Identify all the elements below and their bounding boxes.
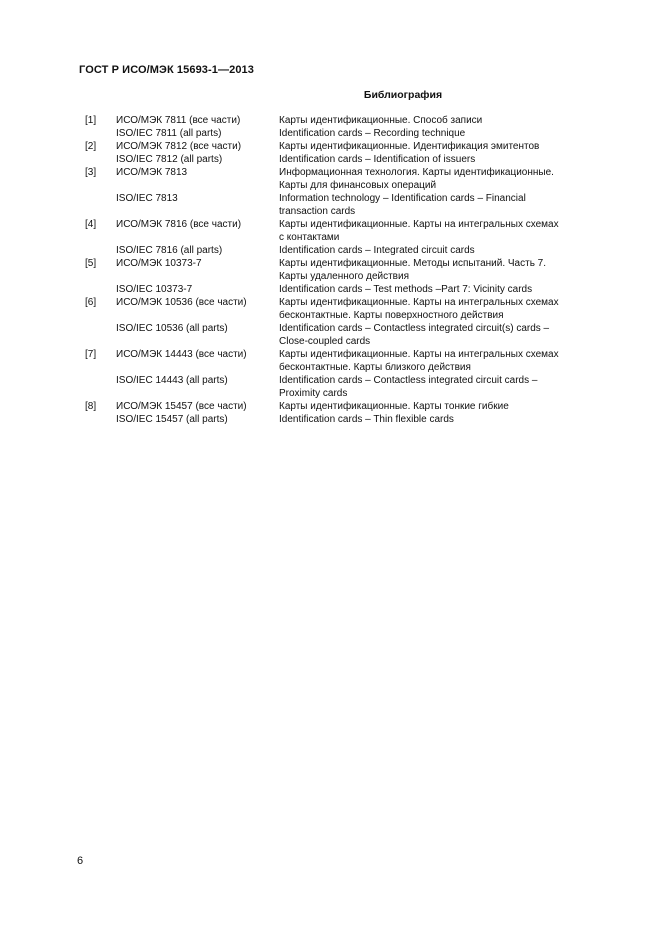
bibliography-line: [82, 335, 602, 348]
reference-number: [7]: [85, 349, 97, 360]
bibliography-line: [82, 179, 602, 192]
standard-designation: ISO/IEC 7813: [116, 193, 178, 204]
reference-number: [1]: [85, 115, 97, 126]
reference-number: [5]: [85, 258, 97, 269]
standard-title: Identification cards – Contactless integrated circuit cards –: [279, 375, 538, 386]
standard-designation: ИСО/МЭК 7812 (все части): [116, 141, 242, 152]
standard-title: Карты идентификационные. Идентификация эмитентов: [279, 141, 540, 152]
standard-title: Карты идентификационные. Карты на интегральных схемах: [279, 349, 559, 360]
bibliography-line: [82, 400, 602, 413]
standard-designation: ISO/IEC 10373-7: [116, 284, 193, 295]
bibliography-line: [82, 218, 602, 231]
standard-designation: ISO/IEC 7812 (all parts): [116, 154, 223, 165]
bibliography-line: [82, 166, 602, 179]
bibliography-line: [82, 192, 602, 205]
standard-title: бесконтактные. Карты поверхностного действия: [279, 310, 504, 321]
standard-designation: ИСО/МЭК 7811 (все части): [116, 115, 241, 126]
standard-title: transaction cards: [279, 206, 356, 217]
reference-number: [3]: [85, 167, 97, 178]
standard-designation: ISO/IEC 14443 (all parts): [116, 375, 228, 386]
standard-title: Identification cards – Integrated circuit cards: [279, 245, 475, 256]
bibliography-line: [82, 348, 602, 361]
standard-designation: ISO/IEC 7816 (all parts): [116, 245, 223, 256]
bibliography-line: [82, 127, 602, 140]
bibliography-line: [82, 153, 602, 166]
page-number: 6: [77, 855, 84, 867]
standard-title: Information technology – Identification cards – Financial: [279, 193, 526, 204]
standard-designation: ИСО/МЭК 10373-7: [116, 258, 202, 269]
bibliography-line: [82, 114, 602, 127]
standard-title: с контактами: [279, 232, 340, 243]
document-header: ГОСТ Р ИСО/МЭК 15693-1—2013: [79, 64, 254, 76]
bibliography-line: [82, 257, 602, 270]
standard-designation: ISO/IEC 7811 (all parts): [116, 128, 222, 139]
bibliography-line: [82, 231, 602, 244]
reference-number: [8]: [85, 401, 97, 412]
standard-title: Карты идентификационные. Карты на интегральных схемах: [279, 297, 559, 308]
standard-designation: ИСО/МЭК 7813: [116, 167, 188, 178]
standard-title: Карты идентификационные. Карты на интегральных схемах: [279, 219, 559, 230]
bibliography-title: Библиография: [363, 89, 443, 101]
bibliography-line: [82, 374, 602, 387]
bibliography-line: [82, 244, 602, 257]
reference-number: [2]: [85, 141, 97, 152]
standard-title: Identification cards – Test methods –Part 7: Vicinity cards: [279, 284, 533, 295]
standard-title: Карты для финансовых операций: [279, 180, 437, 191]
bibliography-line: [82, 283, 602, 296]
bibliography-line: [82, 205, 602, 218]
standard-designation: ИСО/МЭК 10536 (все части): [116, 297, 247, 308]
standard-designation: ИСО/МЭК 7816 (все части): [116, 219, 242, 230]
bibliography-line: [82, 413, 602, 426]
bibliography-line: [82, 309, 602, 322]
bibliography-line: [82, 270, 602, 283]
reference-number: [4]: [85, 219, 97, 230]
standard-designation: ИСО/МЭК 14443 (все части): [116, 349, 247, 360]
standard-title: Карты удаленного действия: [279, 271, 409, 282]
standard-title: Close-coupled cards: [279, 336, 371, 347]
standard-designation: ISO/IEC 10536 (all parts): [116, 323, 228, 334]
standard-title: Identification cards – Recording technique: [279, 128, 466, 139]
standard-designation: ИСО/МЭК 15457 (все части): [116, 401, 247, 412]
standard-title: Identification cards – Identification of issuers: [279, 154, 476, 165]
standard-title: Proximity cards: [279, 388, 348, 399]
standard-title: Информационная технология. Карты идентификационные.: [279, 167, 554, 178]
bibliography-line: [82, 361, 602, 374]
standard-title: бесконтактные. Карты близкого действия: [279, 362, 471, 373]
reference-number: [6]: [85, 297, 97, 308]
bibliography-line: [82, 296, 602, 309]
standard-title: Карты идентификационные. Методы испытаний. Часть 7.: [279, 258, 547, 269]
bibliography-line: [82, 387, 602, 400]
standard-designation: ISO/IEC 15457 (all parts): [116, 414, 228, 425]
standard-title: Identification cards – Thin flexible cards: [279, 414, 454, 425]
bibliography-line: [82, 140, 602, 153]
standard-title: Identification cards – Contactless integrated circuit(s) cards –: [279, 323, 550, 334]
standard-title: Карты идентификационные. Карты тонкие гибкие: [279, 401, 509, 412]
bibliography-list: [82, 114, 602, 426]
standard-title: Карты идентификационные. Способ записи: [279, 115, 483, 126]
bibliography-line: [82, 322, 602, 335]
